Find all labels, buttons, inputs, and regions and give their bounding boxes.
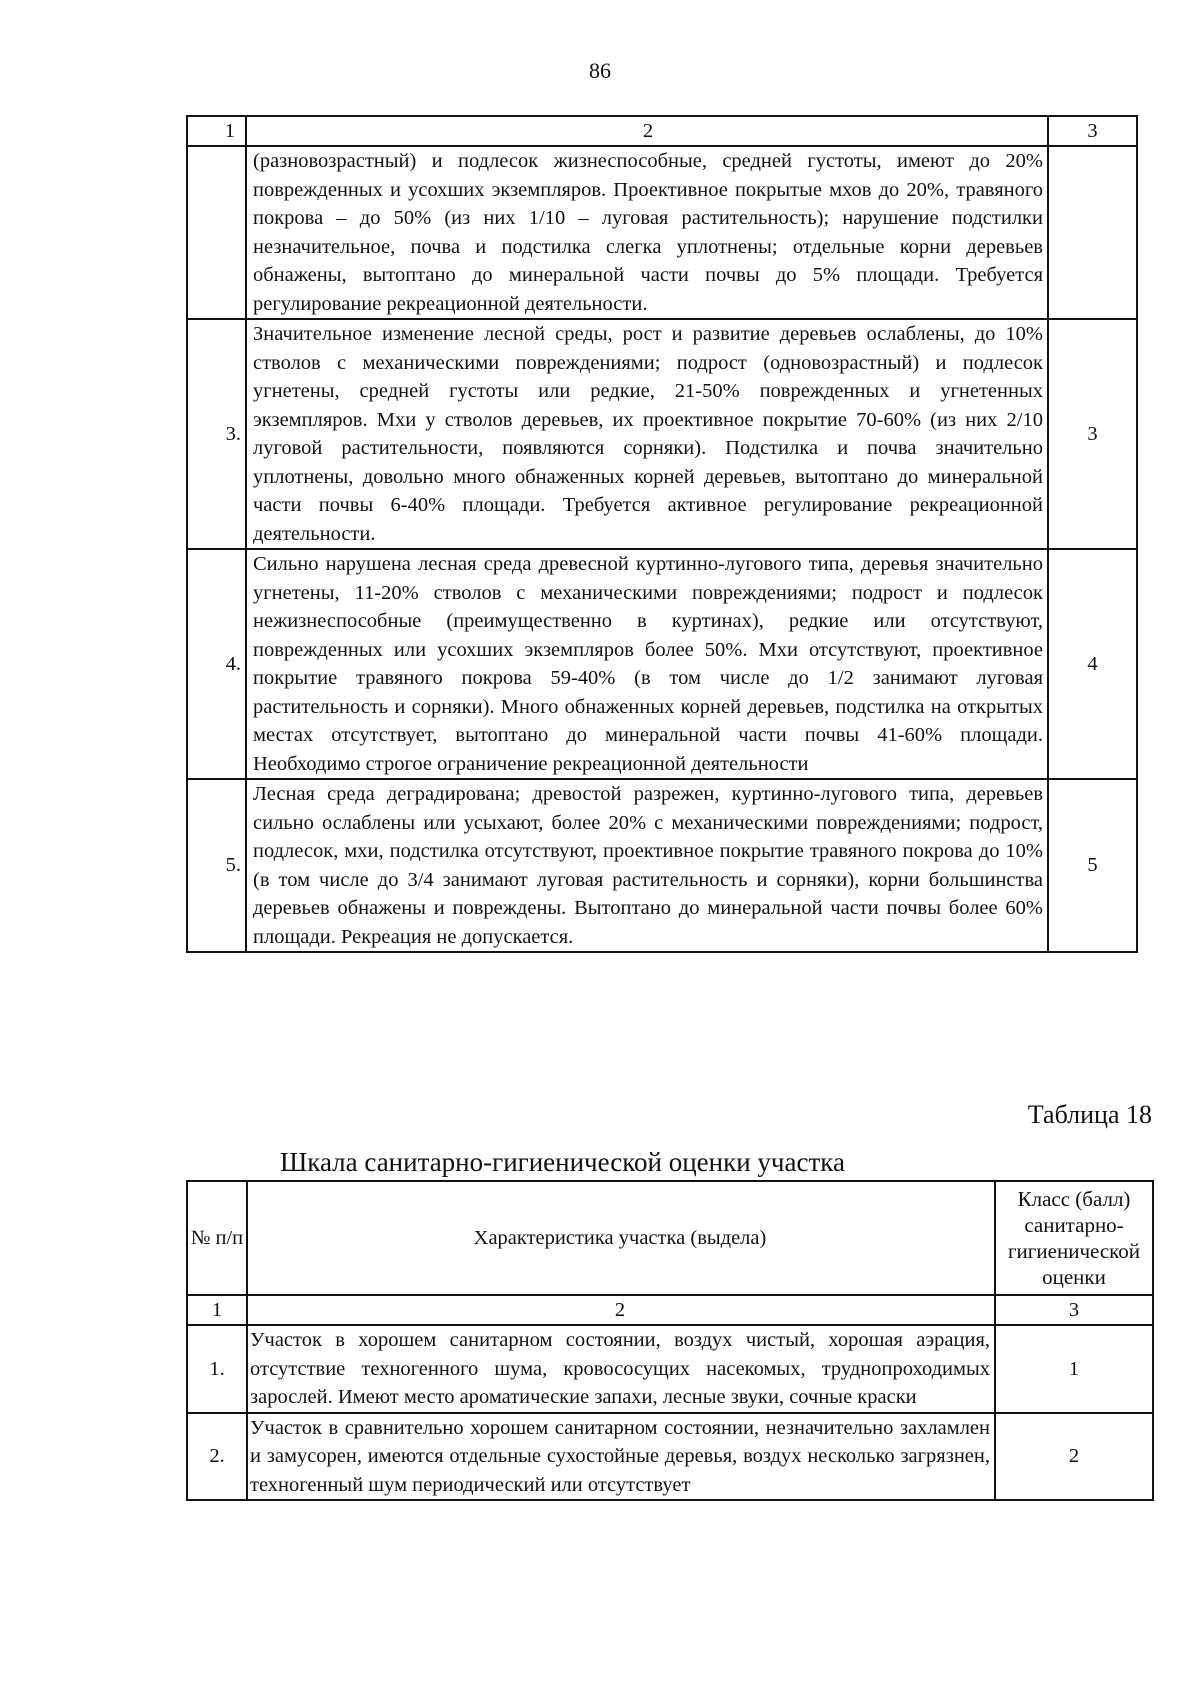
sanitary-hygienic-scale-table bbox=[186, 1180, 1154, 1501]
column-number-3: 3 bbox=[995, 1295, 1153, 1325]
row-description: Участок в хорошем санитарном состоянии, воздух чистый, хорошая аэрация, отсутствие техногенного шума, кровососущих насекомых, труднопроходимых зарослей. Имеют место ароматические запахи, лесные звуки, сочные краски bbox=[247, 1325, 995, 1413]
table-column-header-row bbox=[187, 1181, 1153, 1295]
row-description: Сильно нарушена лесная среда древесной куртинно-лугового типа, деревья значительно угнетены, 11-20% стволов с механическими повреждениями; подрост и подлесок нежизнеспособные (преимущественно в куртинах), редкие или отсутствуют, поврежденных или усохших экземпляров более 50%. Мхи отсутствуют, проективное покрытие травяного покрова 59-40% (в том числе до 1/2 занимают луговая растительность и сорняки). Много обнаженных корней деревьев, подстилка на открытых местах отсутствует, вытоптано до минеральной части почвы 41-60% площади. Необходимо строгое ограничение рекреационной деятельности bbox=[246, 549, 1048, 779]
header-cell-1: 1 bbox=[187, 116, 246, 146]
table-column-number-row bbox=[187, 1295, 1153, 1325]
row-number: 3. bbox=[187, 319, 246, 549]
row-number: 4. bbox=[187, 549, 246, 779]
recreation-table-continued bbox=[186, 115, 1138, 953]
row-grade: 2 bbox=[995, 1413, 1153, 1501]
row-description: Значительное изменение лесной среды, рост и развитие деревьев ослаблены, до 10% стволов с механическими повреждениями; подрост (одновозрастный) и подлесок угнетены, средней густоты или редкие, 21-50% поврежденных и угнетенных экземпляров. Мхи у стволов деревьев, их проективное покрытие 70-60% (из них 2/10 луговой растительности, появляются сорняки). Подстилка и почва значительно уплотнены, довольно много обнаженных корней деревьев, вытоптано до минеральной части почвы 6-40% площади. Требуется активное регулирование рекреационной деятельности. bbox=[246, 319, 1048, 549]
table-row bbox=[187, 779, 1137, 952]
row-number: 2. bbox=[187, 1413, 247, 1501]
row-description: (разновозрастный) и подлесок жизнеспособные, средней густоты, имеют до 20% поврежденных и усохших экземпляров. Проективное покрытые мхов до 20%, травяного покрова – до 50% (из них 1/10 – луговая растительность); нарушение подстилки незначительное, почва и подстилка слегка уплотнены; отдельные корни деревьев обнажены, вытоптано до минеральной части почвы до 5% площади. Требуется регулирование рекреационной деятельности. bbox=[246, 146, 1048, 319]
row-grade: 3 bbox=[1048, 319, 1137, 549]
table-row bbox=[187, 319, 1137, 549]
table-title: Шкала санитарно-гигиенической оценки участка bbox=[280, 1147, 845, 1177]
header-cell-3: 3 bbox=[1048, 116, 1137, 146]
row-description: Лесная среда деградирована; древостой разрежен, куртинно-лугового типа, деревьев сильно ослаблены или усыхают, более 20% с механическими повреждениями; подрост, подлесок, мхи, подстилка отсутствуют, проективное покрытие травяного покрова до 10% (в том числе до 3/4 занимают луговая растительность и сорняки), корни большинства деревьев обнажены и повреждены. Вытоптано до минеральной части почвы более 60% площади. Рекреация не допускается. bbox=[246, 779, 1048, 952]
column-number-1: 1 bbox=[187, 1295, 247, 1325]
table-number: Таблица 18 bbox=[1027, 1100, 1152, 1129]
column-header-class: Класс (балл) санитарно-гигиенической оценки bbox=[995, 1181, 1153, 1295]
row-number: 5. bbox=[187, 779, 246, 952]
column-header-number: № п/п bbox=[187, 1181, 247, 1295]
row-grade: 1 bbox=[995, 1325, 1153, 1413]
table-row bbox=[187, 1325, 1153, 1413]
table-header-row bbox=[187, 116, 1137, 146]
row-grade: 5 bbox=[1048, 779, 1137, 952]
column-number-2: 2 bbox=[247, 1295, 995, 1325]
row-number bbox=[187, 146, 246, 319]
table-row bbox=[187, 146, 1137, 319]
row-grade bbox=[1048, 146, 1137, 319]
row-number: 1. bbox=[187, 1325, 247, 1413]
row-description: Участок в сравнительно хорошем санитарном состоянии, незначительно захламлен и замусорен, имеются отдельные сухостойные деревья, воздух несколько загрязнен, техногенный шум периодический или отсутствует bbox=[247, 1413, 995, 1501]
header-cell-2: 2 bbox=[246, 116, 1048, 146]
page-number: 86 bbox=[589, 58, 611, 83]
column-header-characteristic: Характеристика участка (выдела) bbox=[247, 1181, 995, 1295]
row-grade: 4 bbox=[1048, 549, 1137, 779]
table-row bbox=[187, 549, 1137, 779]
table-row bbox=[187, 1413, 1153, 1501]
